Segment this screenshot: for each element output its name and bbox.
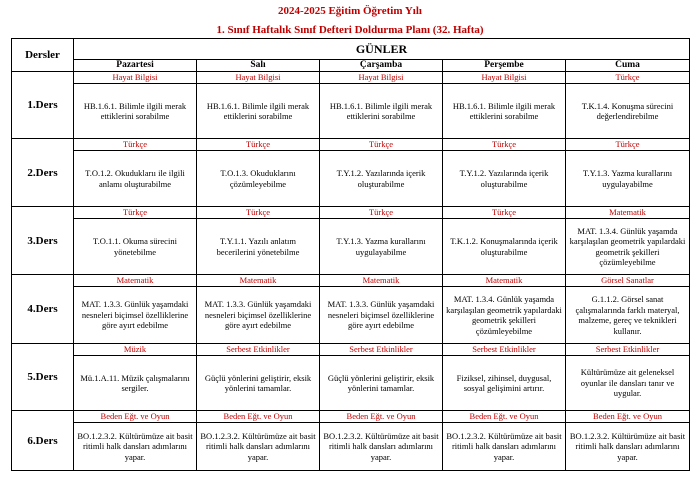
learning-outcome: MAT. 1.3.4. Günlük yaşamda karşılaşılan geometrik yapılardaki geometrik şekilleri çözümleyebilme [569,225,686,267]
learning-outcome: Fiziksel, zihinsel, duygusal, sosyal gelişimini artırır. [456,372,552,393]
plan-cell [197,139,320,207]
plan-cell [197,344,320,411]
learning-outcome: Güçlü yönlerini geliştirir, eksik yönlerini tamamlar. [204,372,312,393]
learning-outcome: T.K.1.4. Konuşma sürecini değerlendirebilme [581,100,674,121]
plan-cell [197,411,320,471]
subject-label: Hayat Bilgisi [197,72,319,84]
lesson-row [12,72,690,139]
learning-outcome: BO.1.2.3.2. Kültürümüze ait basit ritimli halk dansları adımlarını yapar. [323,430,439,462]
learning-outcome: Güçlü yönlerini geliştirir, eksik yönlerini tamamlar. [327,372,435,393]
document-title: 2024-2025 Eğitim Öğretim Yılı [278,5,422,17]
lesson-label: 1.Ders [12,72,74,139]
subject-label: Matematik [320,275,442,287]
plan-cell [197,207,320,275]
subject-label: Hayat Bilgisi [320,72,442,84]
subject-label: Türkçe [443,207,565,219]
plan-cell [197,72,320,139]
subject-label: Hayat Bilgisi [74,72,196,84]
learning-outcome: T.Y.1.2. Yazılarında içerik oluşturabilme [459,168,549,189]
plan-cell [74,344,197,411]
day-wednesday: Çarşamba [320,60,443,72]
subject-label: Serbest Etkinlikler [443,344,565,356]
plan-cell [566,139,690,207]
learning-outcome: HB.1.6.1. Bilimle ilgili merak ettiklerini sorabilme [329,100,433,121]
learning-outcome: T.Y.1.1. Yazılı anlatım becerilerini yönetebilme [216,236,300,257]
subject-label: Beden Eğt. ve Oyun [320,411,442,423]
subject-label: Türkçe [320,207,442,219]
lesson-row [12,411,690,471]
lesson-row [12,139,690,207]
subject-label: Hayat Bilgisi [443,72,565,84]
subject-label: Türkçe [566,72,689,84]
subject-label: Matematik [197,275,319,287]
title-block [0,5,700,37]
learning-outcome: T.O.1.1. Okuma sürecini yönetebilme [93,236,177,257]
subject-label: Beden Eğt. ve Oyun [443,411,565,423]
plan-cell [566,344,690,411]
lesson-row [12,275,690,344]
plan-cell [443,275,566,344]
day-thursday: Perşembe [443,60,566,72]
learning-outcome: Kültürümüze ait geleneksel oyunlar ile dansları tanır ve uygular. [580,367,675,399]
plan-cell [443,139,566,207]
day-tuesday: Salı [197,60,320,72]
learning-outcome: T.O.1.3. Okuduklarını çözümleyebilme [220,168,296,189]
weekly-plan-table [11,38,690,471]
lesson-label: 3.Ders [12,207,74,275]
plan-cell [443,207,566,275]
dersler-header: Dersler [12,39,74,72]
plan-cell [566,411,690,471]
learning-outcome: Mü.1.A.11. Müzik çalışmalarını sergiler. [80,372,190,393]
subject-label: Türkçe [320,139,442,151]
learning-outcome: MAT. 1.3.3. Günlük yaşamdaki nesneleri biçimsel özelliklerine göre ayırt edebilme [81,299,189,331]
subject-label: Matematik [443,275,565,287]
learning-outcome: BO.1.2.3.2. Kültürümüze ait basit ritimli halk dansları adımlarını yapar. [569,430,686,462]
plan-cell [320,275,443,344]
day-monday: Pazartesi [74,60,197,72]
gunler-header: GÜNLER [74,39,690,60]
learning-outcome: HB.1.6.1. Bilimle ilgili merak ettiklerini sorabilme [452,100,556,121]
subject-label: Türkçe [197,139,319,151]
plan-cell [74,207,197,275]
subject-label: Türkçe [443,139,565,151]
plan-cell [443,344,566,411]
plan-cell [566,275,690,344]
subject-label: Serbest Etkinlikler [197,344,319,356]
learning-outcome: HB.1.6.1. Bilimle ilgili merak ettiklerini sorabilme [83,100,187,121]
plan-cell [320,411,443,471]
plan-cell [443,411,566,471]
lesson-row [12,344,690,411]
learning-outcome: BO.1.2.3.2. Kültürümüze ait basit ritimli halk dansları adımlarını yapar. [200,430,316,462]
learning-outcome: G.1.1.2. Görsel sanat çalışmalarında farklı materyal, malzeme, gereç ve teknikleri kullanır. [575,294,680,336]
day-friday: Cuma [566,60,690,72]
plan-cell [566,207,690,275]
subject-label: Serbest Etkinlikler [320,344,442,356]
plan-cell [443,72,566,139]
subject-label: Görsel Sanatlar [566,275,689,287]
learning-outcome: T.Y.1.3. Yazma kurallarını uygulayabilme [582,168,673,189]
plan-cell [320,207,443,275]
learning-outcome: MAT. 1.3.3. Günlük yaşamdaki nesneleri biçimsel özelliklerine göre ayırt edebilme [327,299,435,331]
plan-cell [74,139,197,207]
subject-label: Müzik [74,344,196,356]
learning-outcome: MAT. 1.3.3. Günlük yaşamdaki nesneleri biçimsel özelliklerine göre ayırt edebilme [204,299,312,331]
plan-cell [320,72,443,139]
subject-label: Türkçe [74,139,196,151]
plan-cell [74,72,197,139]
lesson-label: 6.Ders [12,411,74,471]
learning-outcome: T.K.1.2. Konuşmalarında içerik oluşturabilme [450,236,558,257]
subject-label: Türkçe [197,207,319,219]
subject-label: Matematik [566,207,689,219]
learning-outcome: T.Y.1.2. Yazılarında içerik oluşturabilme [336,168,426,189]
plan-cell [74,411,197,471]
learning-outcome: T.O.1.2. Okuduklarıı ile ilgili anlamı oluşturabilme [85,168,185,189]
learning-outcome: MAT. 1.3.4. Günlük yaşamda karşılaşılan geometrik yapılardaki geometrik şekilleri çözümleyebilme [446,294,562,336]
lesson-label: 2.Ders [12,139,74,207]
subject-label: Türkçe [74,207,196,219]
subject-label: Serbest Etkinlikler [566,344,689,356]
subject-label: Beden Eğt. ve Oyun [197,411,319,423]
plan-cell [320,139,443,207]
learning-outcome: T.Y.1.3. Yazma kurallarını uygulayabilme [336,236,426,257]
document-subtitle: 1. Sınıf Haftalık Sınıf Defteri Doldurma Planı (32. Hafta) [216,24,484,36]
plan-cell [566,72,690,139]
learning-outcome: BO.1.2.3.2. Kültürümüze ait basit ritimli halk dansları adımlarını yapar. [77,430,193,462]
plan-cell [320,344,443,411]
plan-cell [197,275,320,344]
subject-label: Türkçe [566,139,689,151]
lesson-label: 4.Ders [12,275,74,344]
learning-outcome: HB.1.6.1. Bilimle ilgili merak ettiklerini sorabilme [206,100,310,121]
lesson-label: 5.Ders [12,344,74,411]
subject-label: Beden Eğt. ve Oyun [74,411,196,423]
lesson-row [12,207,690,275]
subject-label: Beden Eğt. ve Oyun [566,411,689,423]
plan-cell [74,275,197,344]
learning-outcome: BO.1.2.3.2. Kültürümüze ait basit ritimli halk dansları adımlarını yapar. [446,430,562,462]
subject-label: Matematik [74,275,196,287]
